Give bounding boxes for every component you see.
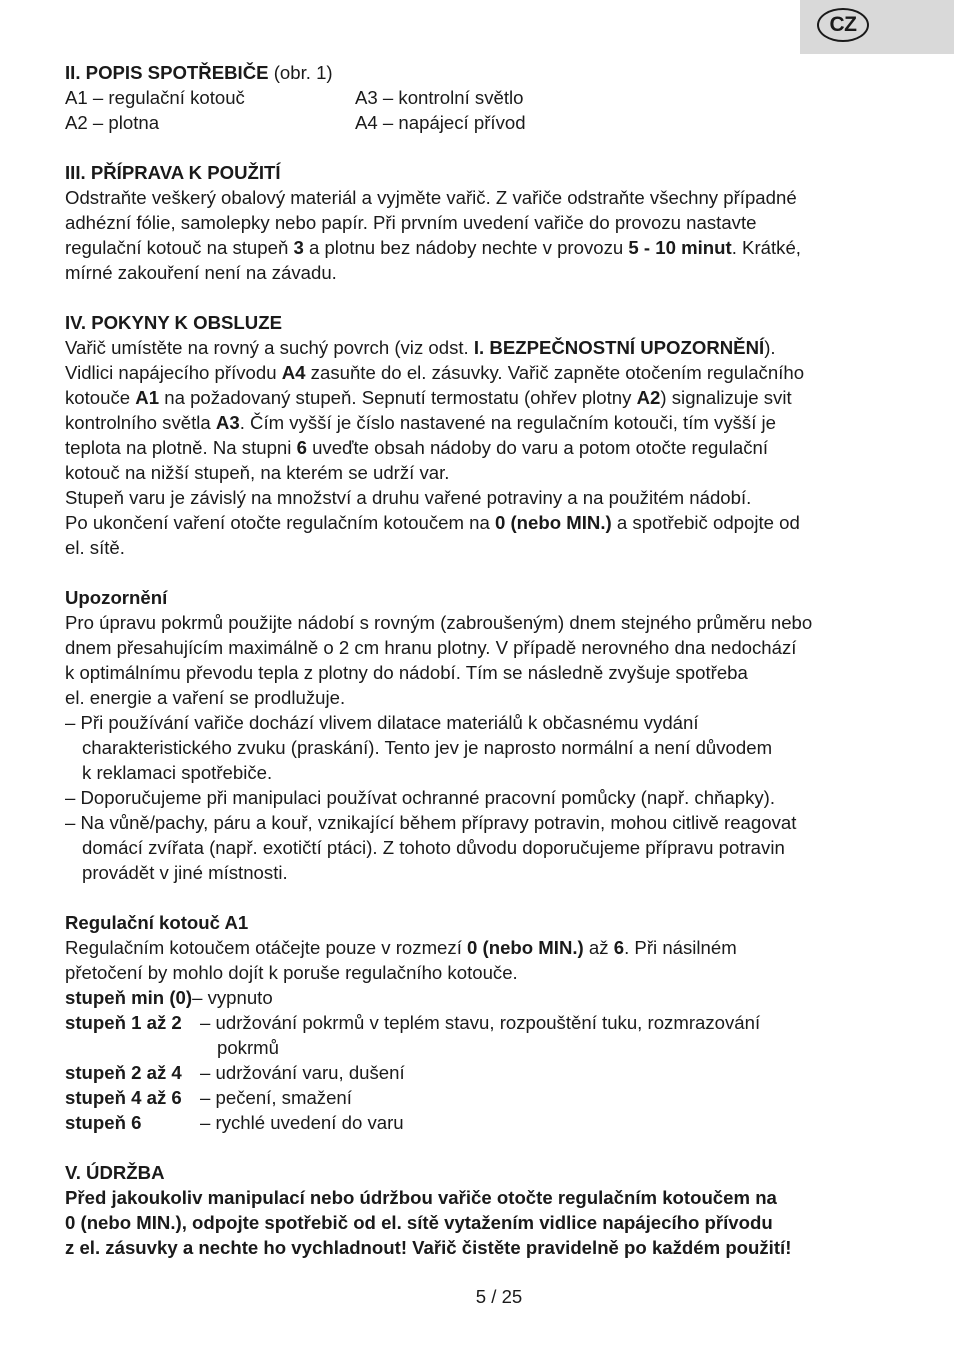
bullet-line: – Při používání vařiče dochází vlivem dilatace materiálů k občasnému vydání — [65, 712, 699, 733]
bullet-line: charakteristického zvuku (praskání). Tento jev je naprosto normální a není důvodem — [82, 737, 773, 758]
paragraph-line: kotouč na nižší stupeň, na kterém se udrží var. — [65, 462, 450, 483]
parts-row: A2 – plotna A4 – napájecí přívod — [65, 112, 526, 133]
section-heading: II. POPIS SPOTŘEBIČE (obr. 1) — [65, 62, 333, 83]
step-row: stupeň 1 až 2 – udržování pokrmů v teplém stavu, rozpouštění tuku, rozmrazování — [65, 1012, 761, 1033]
step-row: pokrmů — [217, 1037, 280, 1058]
paragraph-line: z el. zásuvky a nechte ho vychladnout! Vařič čistěte pravidelně po každém použití! — [65, 1237, 792, 1258]
bullet-line: – Doporučujeme při manipulaci používat ochranné pracovní pomůcky (např. chňapky). — [65, 787, 776, 808]
section-heading: III. PŘÍPRAVA K POUŽITÍ — [65, 162, 281, 183]
section-heading: IV. POKYNY K OBSLUZE — [65, 312, 282, 333]
paragraph-line: el. energie a vaření se prodlužuje. — [65, 687, 346, 708]
paragraph-line: přetočení by mohlo dojít k poruše regulačního kotouče. — [65, 962, 518, 983]
paragraph-line: k optimálnímu převodu tepla z plotny do nádobí. Tím se následně zvyšuje spotřeba — [65, 662, 748, 683]
paragraph-line: el. sítě. — [65, 537, 125, 558]
manual-content — [65, 60, 895, 1260]
paragraph-line: Po ukončení vaření otočte regulačním kotoučem na 0 (nebo MIN.) a spotřebič odpojte od — [65, 512, 800, 533]
bullet-line: k reklamaci spotřebiče. — [82, 762, 273, 783]
paragraph-line: Stupeň varu je závislý na množství a druhu vařené potraviny a na použitém nádobí. — [65, 487, 752, 508]
language-tab — [800, 0, 954, 54]
step-row: stupeň 4 až 6 – pečení, smažení — [65, 1087, 352, 1108]
paragraph-line: kotouče A1 na požadovaný stupeň. Sepnutí termostatu (ohřev plotny A2) signalizuje svit — [65, 387, 792, 408]
paragraph-line: dnem přesahujícím maximálně o 2 cm hranu plotny. V případě nerovného dna nedochází — [65, 637, 797, 658]
section-heading: V. ÚDRŽBA — [65, 1162, 165, 1183]
bullet-line: domácí zvířata (např. exotičtí ptáci). Z tohoto důvodu doporučujeme přípravu potravin — [82, 837, 785, 858]
step-row: stupeň 6 – rychlé uvedení do varu — [65, 1112, 404, 1133]
page-number: 5 / 25 — [475, 1286, 523, 1307]
paragraph-line: Regulačním kotoučem otáčejte pouze v rozmezí 0 (nebo MIN.) až 6. Při násilném — [65, 937, 737, 958]
section-heading: Upozornění — [65, 587, 168, 608]
paragraph-line: Před jakoukoliv manipulací nebo údržbou vařiče otočte regulačním kotoučem na — [65, 1187, 777, 1208]
paragraph-line: adhézní fólie, samolepky nebo papír. Při prvním uvedení vařiče do provozu nastavte — [65, 212, 757, 233]
paragraph-line: Odstraňte veškerý obalový materiál a vyjměte vařič. Z vařiče odstraňte všechny případné — [65, 187, 797, 208]
paragraph-line: Vařič umístěte na rovný a suchý povrch (viz odst. I. BEZPEČNOSTNÍ UPOZORNĚNÍ). — [65, 337, 776, 358]
bullet-line: provádět v jiné místnosti. — [82, 862, 288, 883]
paragraph-line: regulační kotouč na stupeň 3 a plotnu bez nádoby nechte v provozu 5 - 10 minut. Krátké, — [65, 237, 801, 258]
paragraph-line: mírné zakouření není na závadu. — [65, 262, 337, 283]
parts-row: A1 – regulační kotouč A3 – kontrolní světlo — [65, 87, 524, 108]
language-badge: CZ — [817, 8, 869, 42]
paragraph-line: 0 (nebo MIN.), odpojte spotřebič od el. sítě vytažením vidlice napájecího přívodu — [65, 1212, 773, 1233]
paragraph-line: kontrolního světla A3. Čím vyšší je číslo nastavené na regulačním kotouči, tím vyšší je — [65, 412, 777, 433]
step-row: stupeň 2 až 4 – udržování varu, dušení — [65, 1062, 405, 1083]
paragraph-line: Pro úpravu pokrmů použijte nádobí s rovným (zabroušeným) dnem stejného průměru nebo — [65, 612, 813, 633]
paragraph-line: teplota na plotně. Na stupni 6 uveďte obsah nádoby do varu a potom otočte regulační — [65, 437, 768, 458]
section-heading: Regulační kotouč A1 — [65, 912, 249, 933]
bullet-line: – Na vůně/pachy, páru a kouř, vznikající během přípravy potravin, mohou citlivě reagovat — [65, 812, 797, 833]
paragraph-line: Vidlici napájecího přívodu A4 zasuňte do el. zásuvky. Vařič zapněte otočením regulačního — [65, 362, 805, 383]
step-row: stupeň min (0)– vypnuto — [65, 987, 273, 1008]
